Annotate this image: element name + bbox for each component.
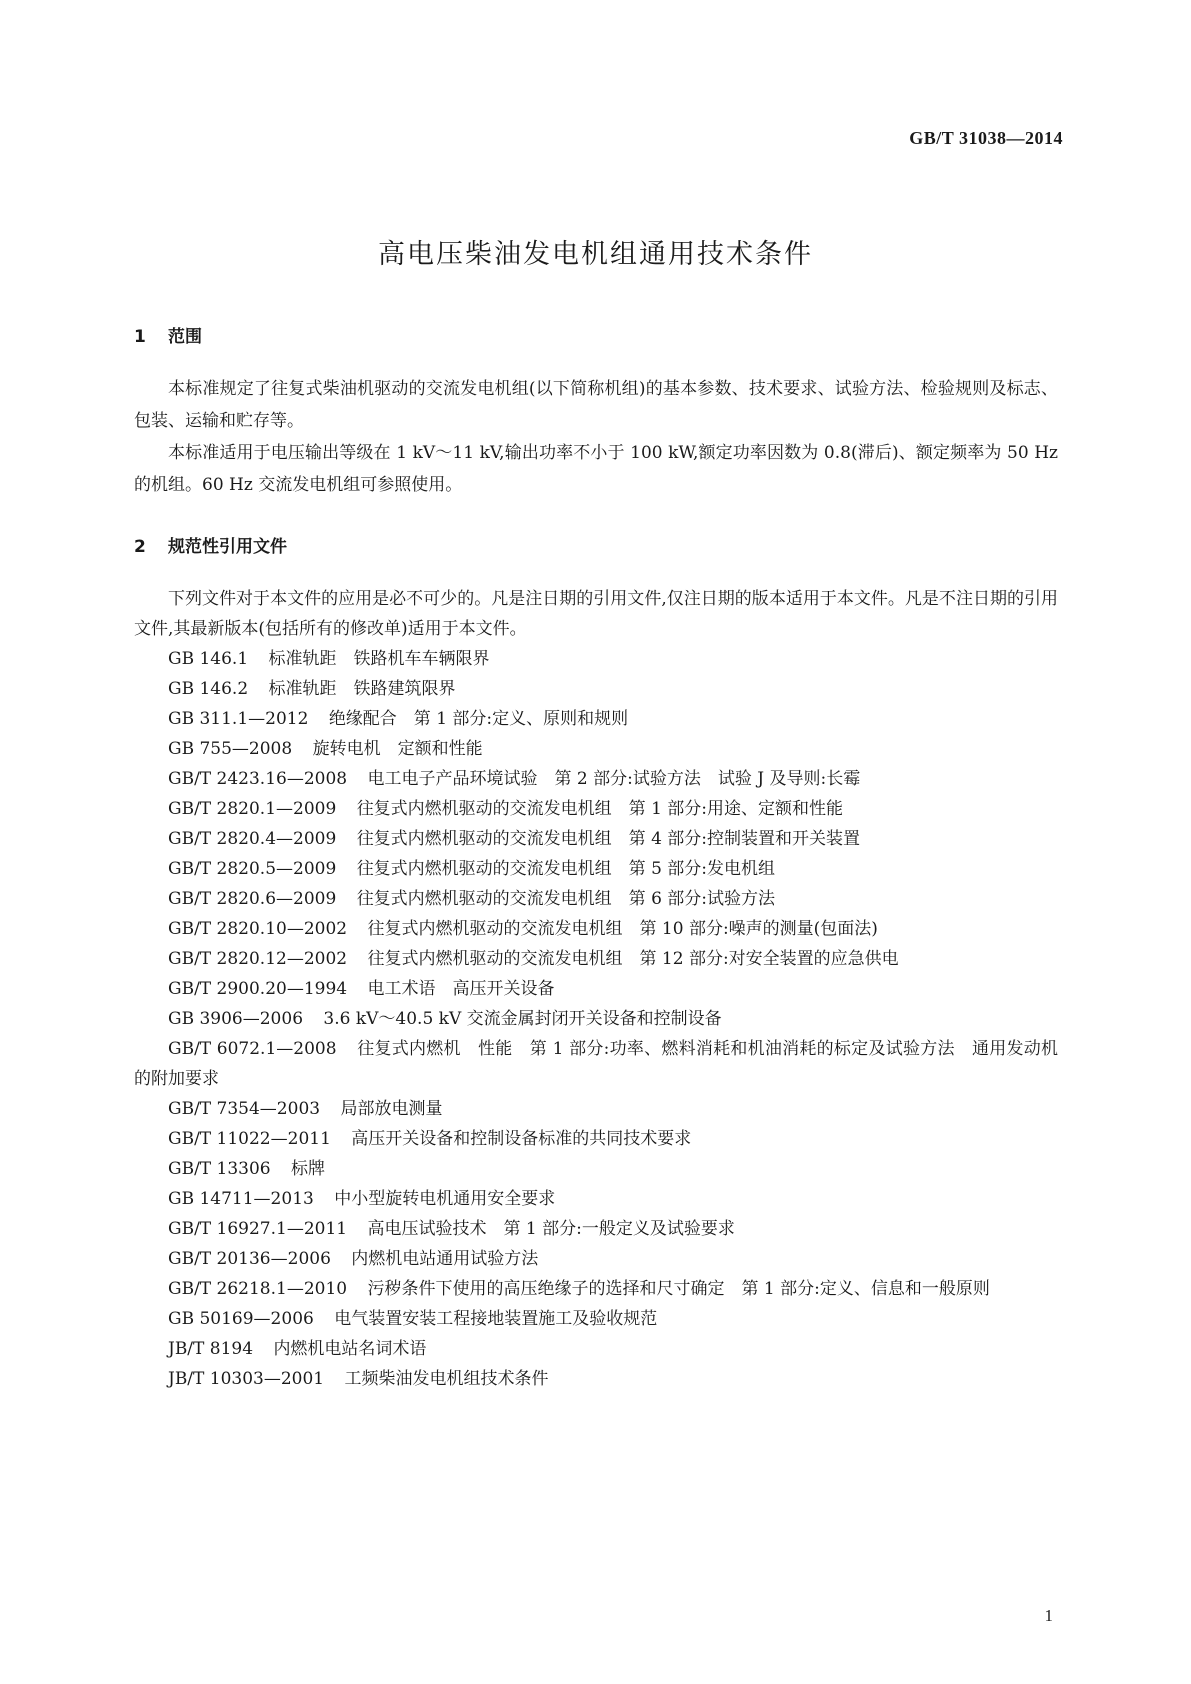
reference-item: [134, 1154, 1058, 1184]
reference-item: [134, 824, 1058, 854]
reference-code: GB/T 13306: [168, 1159, 271, 1179]
reference-title: 中小型旋转电机通用安全要求: [334, 1189, 556, 1209]
reference-item: [134, 1094, 1058, 1124]
reference-item: [134, 1334, 1058, 1364]
reference-item: [134, 1184, 1058, 1214]
reference-code: GB/T 2820.4—2009: [168, 829, 337, 849]
section-2-title: 规范性引用文件: [168, 537, 287, 557]
reference-title: 高压开关设备和控制设备标准的共同技术要求: [351, 1129, 692, 1149]
reference-code: GB 14711—2013: [168, 1189, 314, 1209]
reference-code: GB/T 6072.1—2008: [168, 1039, 337, 1059]
reference-title: 往复式内燃机 性能 第 1 部分:功率、燃料消耗和机油消耗的标定及试验方法 通用发动机的附加要求: [134, 1039, 1058, 1089]
reference-item: [134, 1304, 1058, 1334]
reference-code: GB/T 2820.5—2009: [168, 859, 337, 879]
reference-title: 局部放电测量: [340, 1099, 443, 1119]
section-1-body: [134, 373, 1058, 501]
reference-title: 标准轨距 铁路建筑限界: [268, 679, 456, 699]
reference-title: 往复式内燃机驱动的交流发电机组 第 6 部分:试验方法: [356, 889, 776, 909]
reference-item: [134, 974, 1058, 1004]
reference-item: [134, 1214, 1058, 1244]
reference-item: [134, 1364, 1058, 1394]
reference-title: 高电压试验技术 第 1 部分:一般定义及试验要求: [367, 1219, 735, 1239]
reference-item: [134, 1244, 1058, 1274]
reference-code: GB/T 26218.1—2010: [168, 1279, 348, 1299]
reference-title: 标牌: [291, 1159, 326, 1179]
reference-item: [134, 944, 1058, 974]
reference-code: GB/T 2820.6—2009: [168, 889, 337, 909]
reference-title: 工频柴油发电机组技术条件: [344, 1369, 549, 1389]
reference-title: 内燃机电站名词术语: [273, 1339, 427, 1359]
reference-list: [134, 644, 1058, 1394]
reference-title: 电工术语 高压开关设备: [367, 979, 555, 999]
reference-title: 3.6 kV～40.5 kV 交流金属封闭开关设备和控制设备: [323, 1009, 722, 1029]
reference-item: [134, 794, 1058, 824]
reference-code: GB/T 11022—2011: [168, 1129, 331, 1149]
reference-code: GB/T 2423.16—2008: [168, 769, 348, 789]
reference-title: 电工电子产品环境试验 第 2 部分:试验方法 试验 J 及导则:长霉: [367, 769, 861, 789]
reference-code: GB/T 2900.20—1994: [168, 979, 348, 999]
standard-code: GB/T 31038—2014: [909, 128, 1063, 148]
section-2-body: [134, 584, 1058, 1394]
section-1-heading: [134, 322, 202, 347]
reference-code: JB/T 10303—2001: [168, 1369, 325, 1389]
reference-code: GB 146.1: [168, 649, 249, 669]
reference-title: 往复式内燃机驱动的交流发电机组 第 4 部分:控制装置和开关装置: [356, 829, 861, 849]
reference-code: GB/T 2820.10—2002: [168, 919, 348, 939]
reference-code: GB 3906—2006: [168, 1009, 304, 1029]
reference-code: GB 311.1—2012: [168, 709, 309, 729]
section-2-heading: [134, 532, 287, 557]
section-1-title: 范围: [168, 327, 202, 347]
reference-item: [134, 1274, 1058, 1304]
reference-item: [134, 1004, 1058, 1034]
reference-title: 电气装置安装工程接地装置施工及验收规范: [334, 1309, 658, 1329]
section-2-number: 2: [134, 537, 146, 557]
reference-code: GB 50169—2006: [168, 1309, 314, 1329]
section-1-paragraph-2: 本标准适用于电压输出等级在 1 kV～11 kV,输出功率不小于 100 kW,额定功率因数为 0.8(滞后)、额定频率为 50 Hz 的机组。60 Hz 交流发电机组可参照使用。: [134, 443, 1058, 495]
document-title: 高电压柴油发电机组通用技术条件: [378, 239, 813, 270]
reference-item: [134, 764, 1058, 794]
reference-item: [134, 1034, 1058, 1094]
section-1-paragraph-1: 本标准规定了往复式柴油机驱动的交流发电机组(以下简称机组)的基本参数、技术要求、试验方法、检验规则及标志、包装、运输和贮存等。: [134, 379, 1058, 431]
reference-title: 标准轨距 铁路机车车辆限界: [268, 649, 490, 669]
reference-item: [134, 854, 1058, 884]
reference-code: GB/T 20136—2006: [168, 1249, 331, 1269]
section-2-intro: 下列文件对于本文件的应用是必不可少的。凡是注日期的引用文件,仅注日期的版本适用于本文件。凡是不注日期的引用文件,其最新版本(包括所有的修改单)适用于本文件。: [134, 589, 1058, 639]
reference-item: [134, 644, 1058, 674]
reference-code: JB/T 8194: [168, 1339, 254, 1359]
reference-title: 内燃机电站通用试验方法: [351, 1249, 539, 1269]
reference-title: 旋转电机 定额和性能: [312, 739, 483, 759]
reference-code: GB 146.2: [168, 679, 249, 699]
reference-item: [134, 734, 1058, 764]
reference-title: 往复式内燃机驱动的交流发电机组 第 5 部分:发电机组: [356, 859, 776, 879]
page-number: 1: [1044, 1606, 1053, 1625]
reference-title: 污秽条件下使用的高压绝缘子的选择和尺寸确定 第 1 部分:定义、信息和一般原则: [367, 1279, 990, 1299]
reference-title: 绝缘配合 第 1 部分:定义、原则和规则: [328, 709, 629, 729]
section-1-number: 1: [134, 327, 146, 347]
reference-title: 往复式内燃机驱动的交流发电机组 第 10 部分:噪声的测量(包面法): [367, 919, 878, 939]
reference-item: [134, 1124, 1058, 1154]
reference-title: 往复式内燃机驱动的交流发电机组 第 1 部分:用途、定额和性能: [356, 799, 844, 819]
reference-title: 往复式内燃机驱动的交流发电机组 第 12 部分:对安全装置的应急供电: [367, 949, 899, 969]
reference-item: [134, 704, 1058, 734]
reference-code: GB/T 2820.1—2009: [168, 799, 337, 819]
reference-item: [134, 674, 1058, 704]
reference-code: GB/T 2820.12—2002: [168, 949, 348, 969]
reference-code: GB/T 16927.1—2011: [168, 1219, 348, 1239]
reference-item: [134, 884, 1058, 914]
reference-code: GB/T 7354—2003: [168, 1099, 321, 1119]
reference-item: [134, 914, 1058, 944]
reference-code: GB 755—2008: [168, 739, 293, 759]
